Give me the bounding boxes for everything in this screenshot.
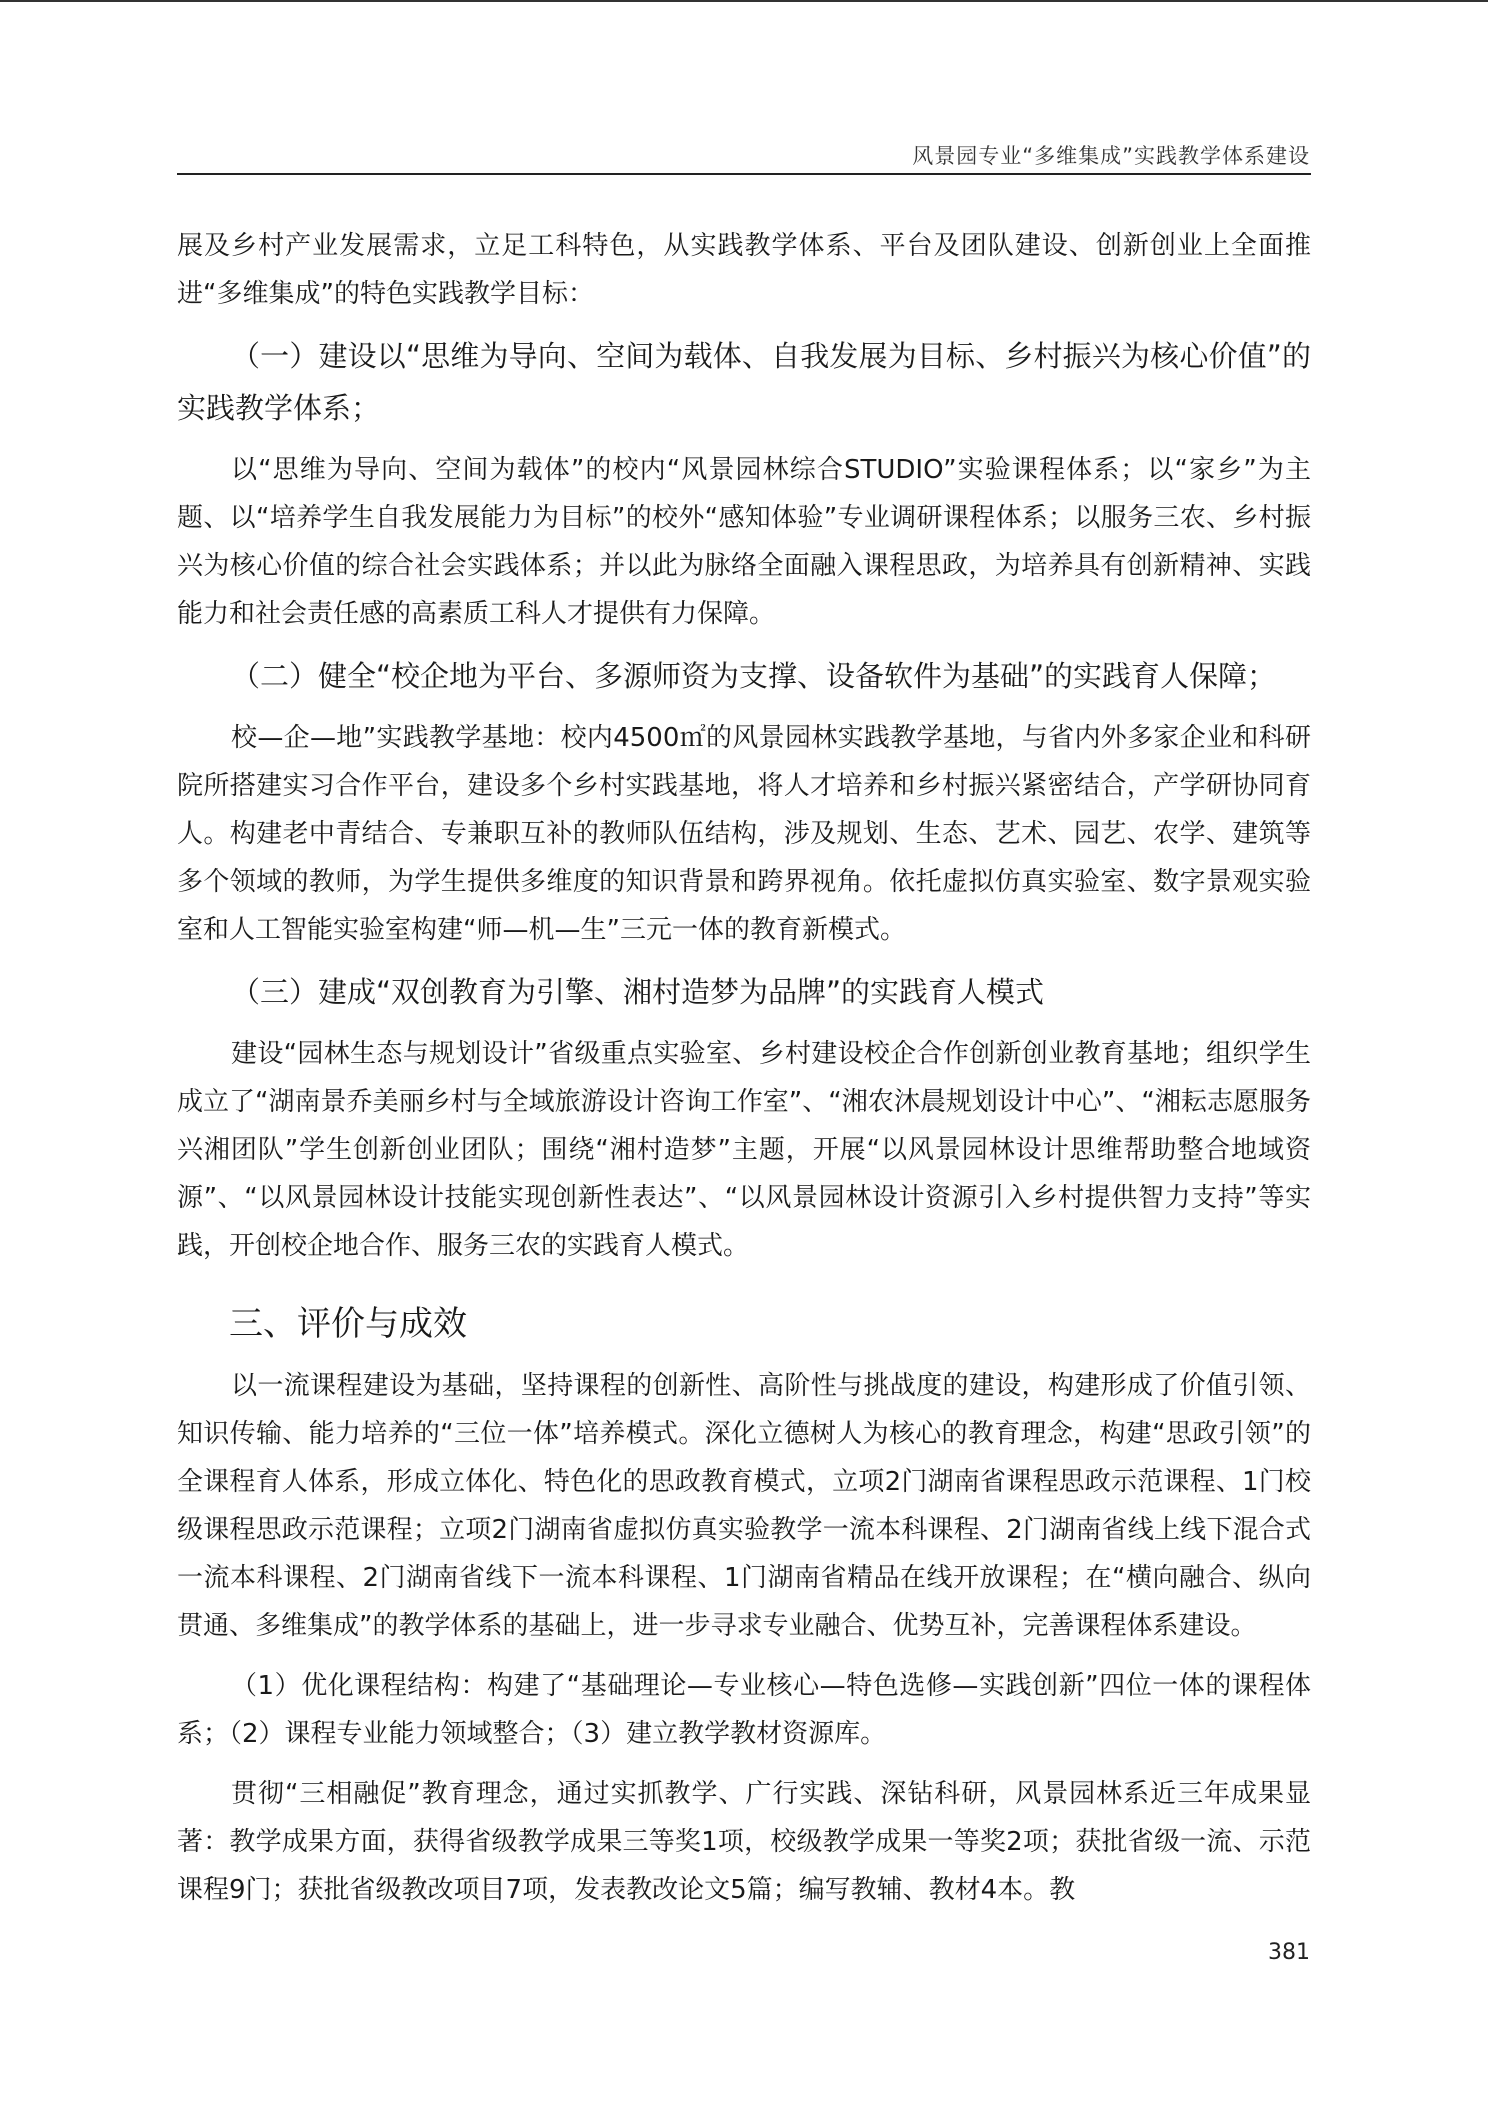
body-paragraph: 以一流课程建设为基础，坚持课程的创新性、高阶性与挑战度的建设，构建形成了价值引领、知识传输、能力培养的“三位一体”培养模式。深化立德树人为核心的教育理念，构建“思政引领”的全课程育人体系，形成立体化、特色化的思政教育模式，立项2门湖南省课程思政示范课程、1门校级课程思政示范课程；立项2门湖南省虚拟仿真实验教学一流本科课程、2门湖南省线上线下混合式一流本科课程、2门湖南省线下一流本科课程、1门湖南省精品在线开放课程；在“横向融合、纵向贯通、多维集成”的教学体系的基础上，进一步寻求专业融合、优势互补，完善课程体系建设。	[177, 1371, 1311, 1641]
body-paragraph: 校—企—地”实践教学基地：校内4500㎡的风景园林实践教学基地，与省内外多家企业和科研院所搭建实习合作平台，建设多个乡村实践基地，将人才培养和乡村振兴紧密结合，产学研协同育人。构建老中青结合、专兼职互补的教师队伍结构，涉及规划、生态、艺术、园艺、农学、建筑等多个领域的教师，为学生提供多维度的知识背景和跨界视角。依托虚拟仿真实验室、数字景观实验室和人工智能实验室构建“师—机—生”三元一体的教育新模式。	[177, 723, 1311, 945]
subsection-heading-1: （一）建设以“思维为导向、空间为载体、自我发展为目标、乡村振兴为核心价值”的实践教学体系；	[177, 339, 1311, 425]
subsection-heading-3: （三）建成“双创教育为引擎、湘村造梦为品牌”的实践育人模式	[231, 975, 1045, 1009]
header-rule	[177, 173, 1311, 175]
body-paragraph: （1）优化课程结构：构建了“基础理论—专业核心—特色选修—实践创新”四位一体的课程体系；（2）课程专业能力领域整合；（3）建立教学教材资源库。	[177, 1671, 1311, 1749]
page-body	[177, 222, 1311, 1914]
subsection-heading-2: （二）健全“校企地为平台、多源师资为支撑、设备软件为基础”的实践育人保障；	[231, 659, 1277, 693]
body-paragraph: 建设“园林生态与规划设计”省级重点实验室、乡村建设校企合作创新创业教育基地；组织学生成立了“湖南景乔美丽乡村与全域旅游设计咨询工作室”、“湘农沐晨规划设计中心”、“湘耘志愿服务兴湘团队”学生创新创业团队；围绕“湘村造梦”主题，开展“以风景园林设计思维帮助整合地域资源”、“以风景园林设计技能实现创新性表达”、“以风景园林设计资源引入乡村提供智力支持”等实践，开创校企地合作、服务三农的实践育人模式。	[177, 1039, 1311, 1261]
body-paragraph: 展及乡村产业发展需求，立足工科特色，从实践教学体系、平台及团队建设、创新创业上全面推进“多维集成”的特色实践教学目标：	[177, 231, 1311, 309]
page-number: 381	[1268, 1940, 1310, 1965]
top-border	[0, 0, 1488, 2]
body-paragraph: 以“思维为导向、空间为载体”的校内“风景园林综合STUDIO”实验课程体系；以“家乡”为主题、以“培养学生自我发展能力为目标”的校外“感知体验”专业调研课程体系；以服务三农、乡村振兴为核心价值的综合社会实践体系；并以此为脉络全面融入课程思政，为培养具有创新精神、实践能力和社会责任感的高素质工科人才提供有力保障。	[177, 455, 1311, 629]
section-heading: 三、评价与成效	[229, 1304, 467, 1344]
body-paragraph: 贯彻“三相融促”教育理念，通过实抓教学、广行实践、深钻科研，风景园林系近三年成果显著：教学成果方面，获得省级教学成果三等奖1项，校级教学成果一等奖2项；获批省级一流、示范课程9门；获批省级教改项目7项，发表教改论文5篇；编写教辅、教材4本。教	[177, 1779, 1311, 1905]
running-header: 风景园专业“多维集成”实践教学体系建设	[912, 144, 1310, 168]
